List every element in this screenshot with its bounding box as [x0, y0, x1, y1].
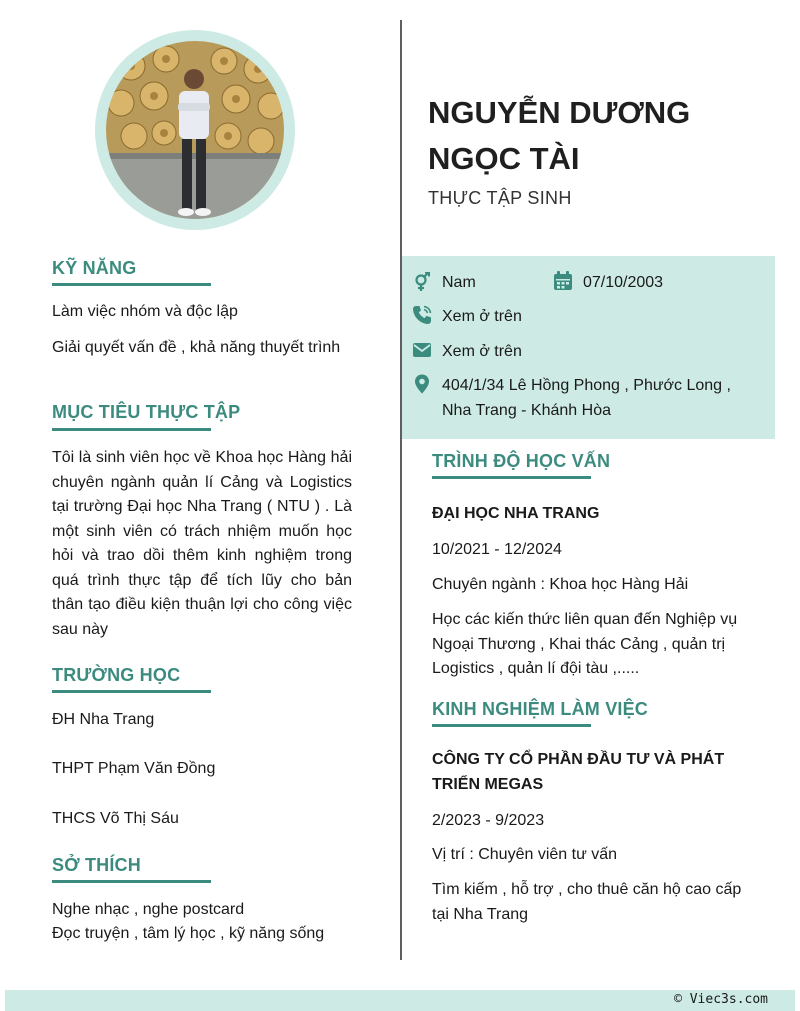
school-item: ĐH Nha Trang — [52, 711, 155, 728]
school-item: THPT Phạm Văn Đồng — [52, 760, 216, 777]
candidate-role: THỰC TẬP SINH — [428, 188, 572, 208]
hobbies-title: SỞ THÍCH — [52, 855, 141, 875]
objective-text: Tôi là sinh viên học về Khoa học Hàng hải chuyên ngành quản lí Cảng và Logistics tại trường Đại học Nha Trang ( NTU ) . Là một sinh viên có trách nhiệm muốn học hỏi và trao dồi thêm kinh nghiệm trong quá trình thực tập để tích lũy cho bản thân tạo điều kiện thuận lợi cho công việc sau này — [52, 449, 352, 638]
calendar-icon — [553, 271, 573, 291]
education-underline — [432, 476, 591, 479]
school-item: THCS Võ Thị Sáu — [52, 810, 179, 827]
footer-bar — [5, 990, 795, 1011]
email-text: Xem ở trên — [442, 343, 522, 360]
education-major: Chuyên ngành : Khoa học Hàng Hải — [432, 576, 689, 593]
location-icon — [412, 374, 432, 394]
experience-description: Tìm kiếm , hỗ trợ , cho thuê căn hộ cao cấp tại Nha Trang — [432, 881, 742, 923]
experience-underline — [432, 724, 591, 727]
avatar — [106, 41, 284, 219]
contact-panel — [402, 256, 775, 439]
education-description: Học các kiến thức liên quan đến Nghiệp vụ Ngoại Thương , Khai thác Cảng , quản trị Logistics , quản lí đội tàu ,..... — [432, 611, 738, 677]
hobbies-underline — [52, 880, 211, 883]
hobby-item: Nghe nhạc , nghe postcard — [52, 901, 245, 918]
candidate-name: NGUYỄN DƯƠNG NGỌC TÀI — [428, 95, 691, 176]
hobby-item: Đọc truyện , tâm lý học , kỹ năng sống — [52, 925, 325, 942]
experience-position: Vị trí : Chuyên viên tư vấn — [432, 846, 618, 863]
dob-text: 07/10/2003 — [583, 274, 664, 291]
phone-text: Xem ở trên — [442, 308, 522, 325]
skill-item: Giải quyết vấn đề , khả năng thuyết trình — [52, 339, 341, 356]
education-period: 10/2021 - 12/2024 — [432, 541, 562, 558]
email-icon — [412, 340, 432, 360]
objective-title: MỤC TIÊU THỰC TẬP — [52, 402, 241, 422]
education-title: TRÌNH ĐỘ HỌC VẤN — [432, 451, 611, 471]
objective-underline — [52, 428, 211, 431]
footer-credit: © Viec3s.com — [674, 992, 768, 1007]
skills-underline — [52, 283, 211, 286]
schools-title: TRƯỜNG HỌC — [52, 665, 181, 685]
experience-title: KINH NGHIỆM LÀM VIỆC — [432, 699, 649, 719]
column-divider — [400, 20, 402, 960]
experience-period: 2/2023 - 9/2023 — [432, 812, 545, 829]
gender-text: Nam — [442, 274, 476, 291]
gender-icon — [412, 272, 432, 292]
education-school: ĐẠI HỌC NHA TRANG — [432, 505, 600, 522]
avatar-photo — [106, 41, 284, 219]
schools-underline — [52, 690, 211, 693]
phone-icon — [412, 305, 432, 325]
skill-item: Làm việc nhóm và độc lập — [52, 303, 238, 320]
address-text: 404/1/34 Lê Hồng Phong , Phước Long , Nha Trang - Khánh Hòa — [442, 377, 731, 419]
skills-title: KỸ NĂNG — [52, 258, 137, 278]
experience-company: CÔNG TY CỔ PHẦN ĐẦU TƯ VÀ PHÁT TRIỂN MEGAS — [432, 751, 725, 793]
